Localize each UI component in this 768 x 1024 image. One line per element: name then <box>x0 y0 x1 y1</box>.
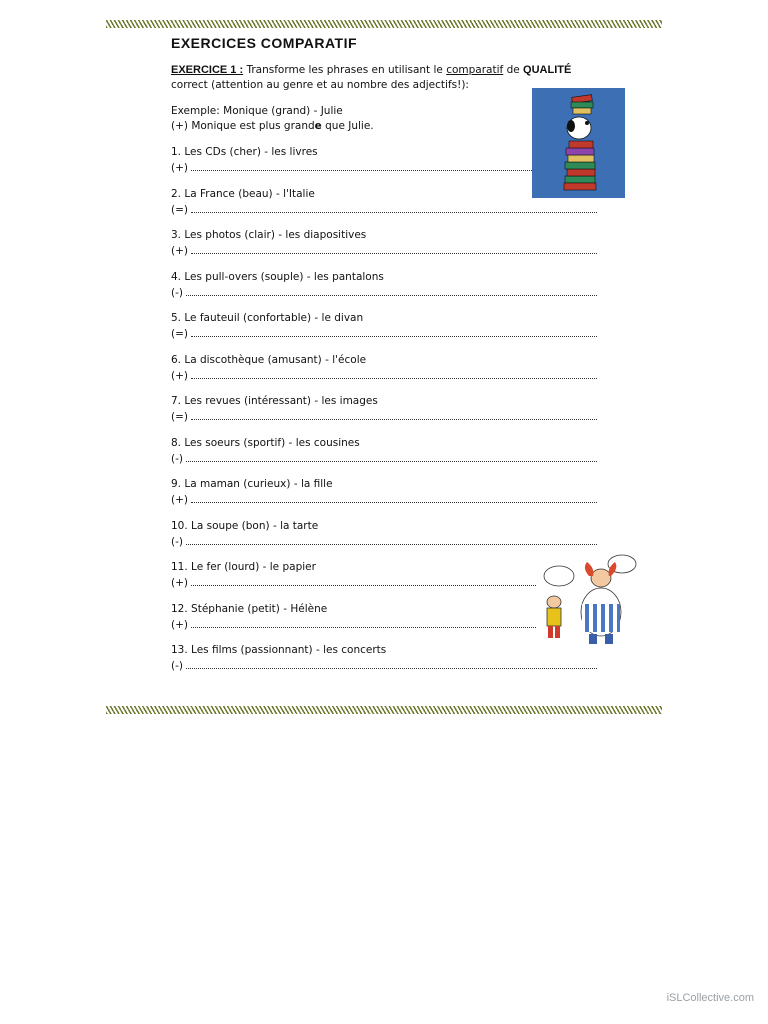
answer-dotted-blank[interactable] <box>191 576 536 586</box>
question-item <box>171 601 597 633</box>
question-prompt: 4. Les pull-overs (souple) - les pantalons <box>171 271 384 283</box>
answer-dotted-blank[interactable] <box>186 452 597 462</box>
question-prompt: 5. Le fauteuil (confortable) - le divan <box>171 312 364 324</box>
answer-dotted-blank[interactable] <box>186 535 597 545</box>
answer-dotted-blank[interactable] <box>191 161 536 171</box>
answer-dotted-blank[interactable] <box>191 244 597 254</box>
question-prompt: 8. Les soeurs (sportif) - les cousines <box>171 437 360 449</box>
answer-line[interactable] <box>171 492 597 508</box>
answer-dotted-blank[interactable] <box>191 410 597 420</box>
instruction-line2: correct (attention au genre et au nombre des adjectifs!): <box>171 79 469 91</box>
example-block <box>171 104 374 134</box>
question-prompt: 7. Les revues (intéressant) - les images <box>171 395 378 407</box>
watermark-text: iSLCollective.com <box>666 992 754 1004</box>
answer-sign: (=) <box>171 328 188 340</box>
cartoon-characters-illustration <box>537 554 640 648</box>
answer-line[interactable] <box>171 534 597 550</box>
question-prompt: 13. Les films (passionnant) - les concerts <box>171 644 387 656</box>
answer-sign: (=) <box>171 411 188 423</box>
question-prompt: 12. Stéphanie (petit) - Hélène <box>171 603 328 615</box>
answer-dotted-blank[interactable] <box>191 327 597 337</box>
answer-dotted-blank[interactable] <box>191 369 597 379</box>
answer-line[interactable] <box>171 658 597 674</box>
example-line2-end: que Julie. <box>321 120 374 132</box>
instruction-bold: QUALITÉ <box>523 64 572 76</box>
cartoon-gauls-icon <box>537 554 640 648</box>
answer-line[interactable] <box>171 326 597 342</box>
question-item <box>171 310 597 342</box>
question-prompt: 11. Le fer (lourd) - le papier <box>171 561 316 573</box>
decorative-border-top <box>106 20 662 28</box>
answer-line[interactable] <box>171 575 597 591</box>
answer-line[interactable] <box>171 285 597 301</box>
answer-sign: (-) <box>171 660 183 672</box>
book-stack-icon <box>532 88 625 198</box>
answer-dotted-blank[interactable] <box>186 286 597 296</box>
answer-dotted-blank[interactable] <box>186 659 597 669</box>
instruction-underlined: comparatif <box>446 64 504 76</box>
answer-sign: (+) <box>171 245 188 257</box>
question-prompt: 9. La maman (curieux) - la fille <box>171 478 333 490</box>
decorative-border-bottom <box>106 706 662 714</box>
example-line2-bold: e <box>314 120 322 132</box>
question-prompt: 1. Les CDs (cher) - les livres <box>171 146 318 158</box>
question-prompt: 10. La soupe (bon) - la tarte <box>171 520 319 532</box>
answer-sign: (-) <box>171 536 183 548</box>
example-line2-start: (+) Monique est plus grand <box>171 120 315 132</box>
question-item <box>171 435 597 467</box>
answer-sign: (+) <box>171 577 188 589</box>
exercise-label: EXERCICE 1 : <box>171 64 244 76</box>
answer-sign: (-) <box>171 453 183 465</box>
snoopy-books-illustration <box>532 88 625 198</box>
instruction-text: Transforme les phrases en utilisant le <box>246 64 443 76</box>
answer-line[interactable] <box>171 617 597 633</box>
answer-sign: (+) <box>171 619 188 631</box>
instruction-de: de <box>506 64 520 76</box>
answer-sign: (+) <box>171 494 188 506</box>
answer-line[interactable] <box>171 243 597 259</box>
answer-line[interactable] <box>171 451 597 467</box>
question-item <box>171 476 597 508</box>
answer-dotted-blank[interactable] <box>191 203 597 213</box>
answer-dotted-blank[interactable] <box>191 493 597 503</box>
question-prompt: 6. La discothèque (amusant) - l'école <box>171 354 367 366</box>
example-line2 <box>171 119 374 134</box>
answer-sign: (+) <box>171 162 188 174</box>
page-title: EXERCICES COMPARATIF <box>171 35 358 51</box>
question-item <box>171 269 597 301</box>
answer-sign: (-) <box>171 287 183 299</box>
answer-line[interactable] <box>171 368 597 384</box>
question-prompt: 3. Les photos (clair) - les diapositives <box>171 229 367 241</box>
answer-sign: (=) <box>171 204 188 216</box>
answer-line[interactable] <box>171 202 597 218</box>
question-item <box>171 352 597 384</box>
example-line1: Exemple: Monique (grand) - Julie <box>171 105 343 117</box>
answer-dotted-blank[interactable] <box>191 618 536 628</box>
answer-line[interactable] <box>171 409 597 425</box>
question-item <box>171 393 597 425</box>
answer-sign: (+) <box>171 370 188 382</box>
question-item <box>171 227 597 259</box>
question-item <box>171 559 597 591</box>
question-item <box>171 518 597 550</box>
question-item <box>171 642 597 674</box>
question-prompt: 2. La France (beau) - l'Italie <box>171 188 315 200</box>
